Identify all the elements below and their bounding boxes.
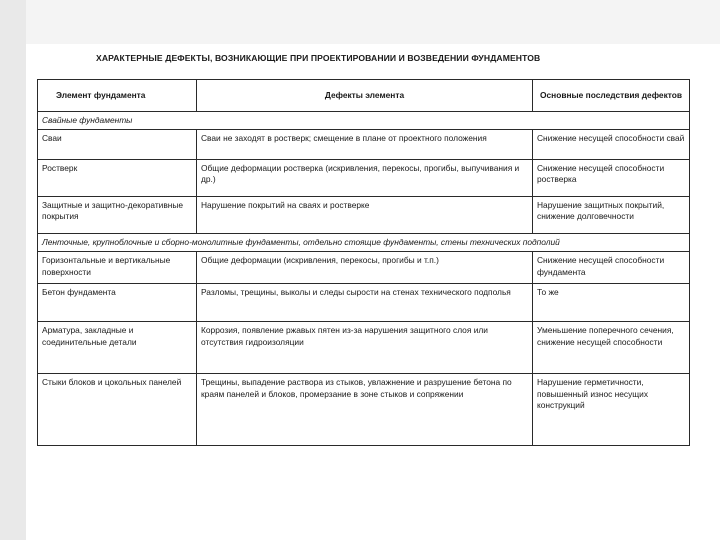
table-header-row [38,80,690,112]
header-defects: Дефекты элемента [197,80,533,112]
cell-defects: Разломы, трещины, выколы и следы сырости на стенах технического подполья [197,284,533,322]
section-title: Свайные фундаменты [38,112,690,130]
cell-element: Стыки блоков и цокольных панелей [38,374,197,446]
table-row [38,252,690,284]
table-row [38,160,690,197]
cell-consequences: Нарушение герметичности, повышенный износ несущих конструкций [533,374,690,446]
table-row [38,284,690,322]
cell-consequences: Нарушение защитных покрытий, снижение долговечности [533,197,690,234]
cell-element: Горизонтальные и вертикальные поверхности [38,252,197,284]
cell-defects: Сваи не заходят в ростверк; смещение в плане от проектного положения [197,130,533,160]
cell-defects: Трещины, выпадение раствора из стыков, увлажнение и разрушение бетона по краям панелей и блоков, промерзание в зоне стыков и сопряжении [197,374,533,446]
cell-consequences: Снижение несущей способности фундамента [533,252,690,284]
cell-defects: Нарушение покрытий на сваях и ростверке [197,197,533,234]
cell-defects: Коррозия, появление ржавых пятен из-за нарушения защитного слоя или отсутствия гидроизоляции [197,322,533,374]
section-title: Ленточные, крупноблочные и сборно-монолитные фундаменты, отдельно стоящие фундаменты, стены технических подполий [38,234,690,252]
header-consequences: Основные последствия дефектов [533,80,690,112]
section-row [38,112,690,130]
table-row [38,130,690,160]
table-row [38,374,690,446]
cell-element: Защитные и защитно-декоративные покрытия [38,197,197,234]
cell-consequences: Снижение несущей способности свай [533,130,690,160]
cell-consequences: Снижение несущей способности ростверка [533,160,690,197]
document-title: ХАРАКТЕРНЫЕ ДЕФЕКТЫ, ВОЗНИКАЮЩИЕ ПРИ ПРОЕКТИРОВАНИИ И ВОЗВЕДЕНИИ ФУНДАМЕНТОВ [96,53,541,63]
table-row [38,322,690,374]
cell-element: Арматура, закладные и соединительные детали [38,322,197,374]
defects-table [37,79,690,446]
cell-element: Сваи [38,130,197,160]
cell-defects: Общие деформации (искривления, перекосы, прогибы и т.п.) [197,252,533,284]
section-row [38,234,690,252]
header-element: Элемент фундамента [38,80,197,112]
cell-defects: Общие деформации ростверка (искривления, перекосы, прогибы, выпучивания и др.) [197,160,533,197]
cell-element: Бетон фундамента [38,284,197,322]
cell-element: Ростверк [38,160,197,197]
slide-frame-top [26,0,720,44]
slide-frame-strip [0,0,26,540]
cell-consequences: То же [533,284,690,322]
cell-consequences: Уменьшение поперечного сечения, снижение несущей способности [533,322,690,374]
table-row [38,197,690,234]
